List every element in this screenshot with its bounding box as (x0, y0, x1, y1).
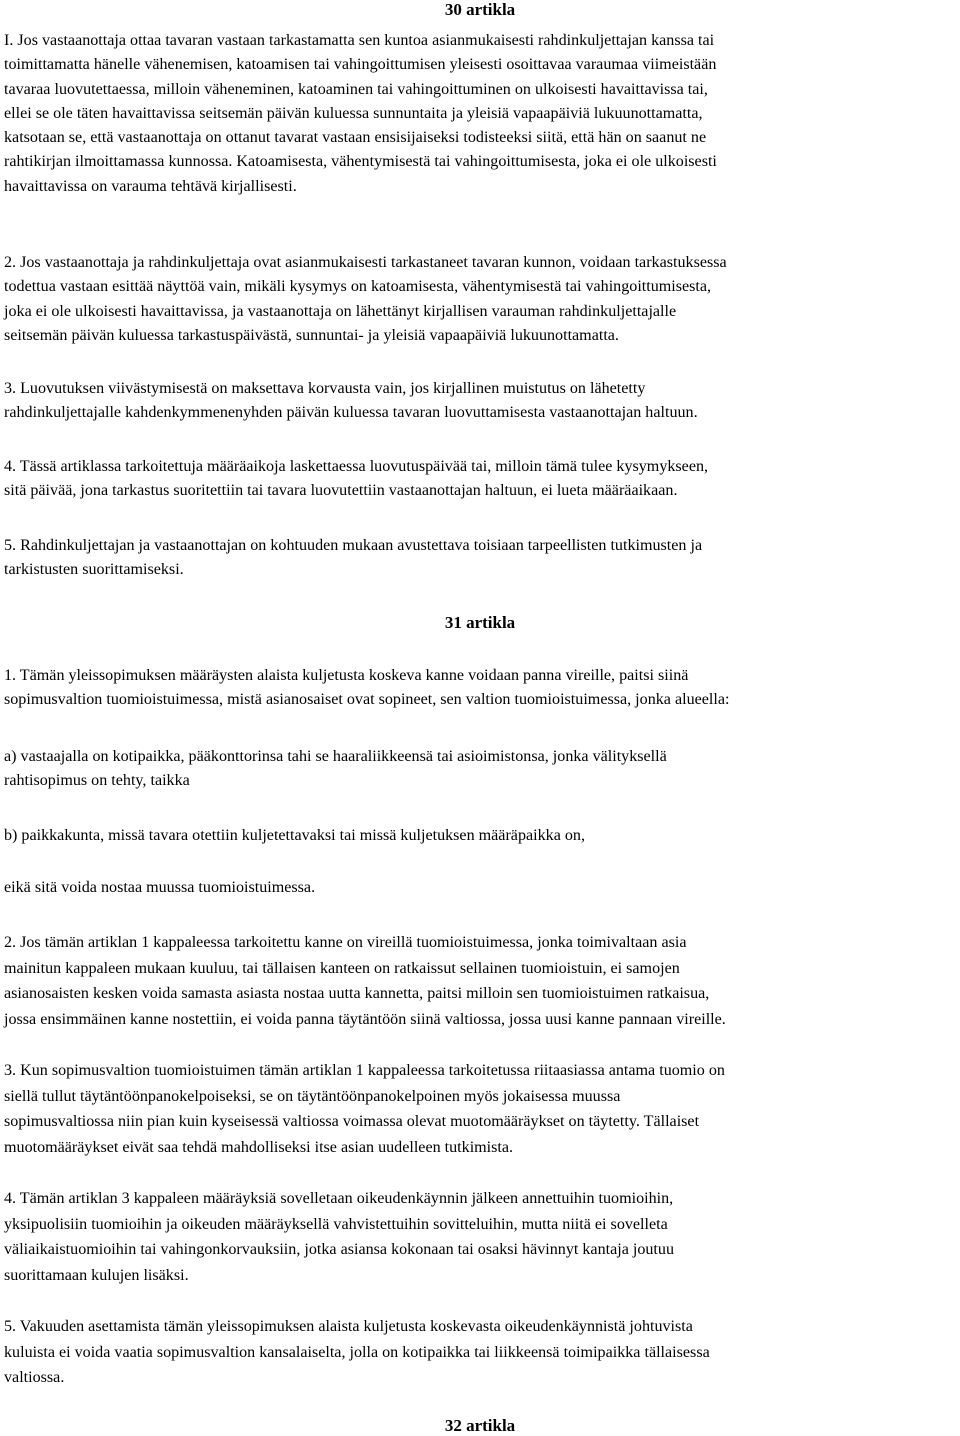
paragraph (4, 377, 956, 426)
paragraph (4, 29, 956, 199)
text-line: katsotaan se, että vastaanottaja on ottanut tavarat vastaan ensisijaiseksi todisteeksi siitä, että hän on saanut ne (4, 129, 707, 147)
text-line: I. Jos vastaanottaja ottaa tavaran vastaan tarkastamatta sen kuntoa asianmukaisesti rahdinkuljettajan kanssa tai (4, 32, 715, 49)
text-line: tavaraa luovutettaessa, milloin väheneminen, katoaminen tai vahingoittuminen on ulkoisesti havaittavissa tai, (4, 80, 708, 98)
article-heading: 30 artikla (444, 0, 516, 19)
text-line: suorittamaan kulujen lisäksi. (4, 1267, 189, 1285)
text-line: seitsemän päivän kuluessa tarkastuspäivästä, sunnuntai- ja yleisiä vapaapäiviä lukuunottamatta. (4, 326, 619, 344)
text-line: toimittamatta hänelle vähenemisen, katoamisen tai vahingoittumisen yleisesti osoittavaa varaumaa viimeistään (4, 56, 717, 74)
paragraph (4, 251, 956, 348)
paragraph (4, 745, 956, 794)
text-line: 4. Tämän artiklan 3 kappaleen määräyksiä sovelletaan oikeudenkäynnin jälkeen annettuihin tuomioihin, (4, 1190, 674, 1207)
text-line: 2. Jos tämän artiklan 1 kappaleessa tarkoitettu kanne on vireillä tuomioistuimessa, jonka toimivaltaan asia (4, 934, 687, 951)
paragraph (4, 1186, 956, 1289)
paragraph (4, 930, 956, 1033)
text-line: b) paikkakunta, missä tavara otettiin kuljetettavaksi tai missä kuljetuksen määräpaikka on, (4, 827, 585, 844)
text-line: 1. Tämän yleissopimuksen määräysten alaista kuljetusta koskeva kanne voidaan panna vireille, paitsi siinä (4, 667, 689, 684)
text-line: joka ei ole ulkoisesti havaittavissa, ja vastaanottaja on lähettänyt kirjallisen varauman rahdinkuljettajalle (4, 302, 677, 320)
text-line: havaittavissa on varauma tehtävä kirjallisesti. (4, 177, 297, 195)
text-line: väliaikaistuomioihin tai vahingonkorvauksiin, jotka asiansa kokonaan tai osaksi hävinnyt kantaja joutuu (4, 1241, 674, 1259)
text-line: 3. Luovutuksen viivästymisestä on maksettava korvausta vain, jos kirjallinen muistutus on lähetetty (4, 380, 646, 397)
text-line: muotomääräykset eivät saa tehdä mahdolliseksi itse asian uudelleen tutkimista. (4, 1139, 514, 1157)
paragraph (4, 1314, 956, 1391)
text-line: todettua vastaan esittää näyttöä vain, mikäli kysymys on katoamisesta, vähentymisestä tai vahingoittumisesta, (4, 278, 712, 296)
paragraph (4, 455, 956, 504)
paragraph (4, 664, 956, 713)
paragraph (4, 534, 956, 583)
text-line: 5. Rahdinkuljettajan ja vastaanottajan on kohtuuden mukaan avustettava toisiaan tarpeellisten tutkimusten ja (4, 537, 703, 554)
article-heading: 31 artikla (444, 613, 516, 632)
text-line: kuluista ei voida vaatia sopimusvaltion kansalaiselta, jolla on kotipaikka tai liikkeensä toimipaikka tällaisessa (4, 1343, 710, 1361)
paragraph (4, 824, 956, 848)
paragraph (4, 876, 956, 900)
text-line: 3. Kun sopimusvaltion tuomioistuimen tämän artiklan 1 kappaleessa tarkoitetussa riitaasiassa antama tuomio on (4, 1062, 725, 1079)
text-line: asianosaisten kesken voida samasta asiasta nostaa uutta kannetta, paitsi milloin sen tuomioistuimen ratkaisua, (4, 985, 710, 1003)
text-line: jossa ensimmäinen kanne nostettiin, ei voida panna täytäntöön siinä valtiossa, jossa uusi kanne pannaan vireille. (4, 1011, 726, 1029)
text-line: eikä sitä voida nostaa muussa tuomioistuimessa. (4, 879, 316, 896)
paragraph (4, 1058, 956, 1161)
text-line: sopimusvaltion tuomioistuimessa, mistä asianosaiset ovat sopineet, sen valtion tuomioistuimessa, jonka alueella: (4, 691, 730, 709)
text-line: 5. Vakuuden asettamista tämän yleissopimuksen alaista kuljetusta koskevasta oikeudenkäynnistä johtuvista (4, 1318, 693, 1335)
text-line: siellä tullut täytäntöönpanokelpoiseksi, se on täytäntöönpanokelpoinen myös jokaisessa muussa (4, 1087, 621, 1105)
text-line: yksipuolisiin tuomioihin ja oikeuden määräyksellä vahvistettuihin sovitteluihin, mutta niitä ei sovelleta (4, 1215, 668, 1233)
text-line: tarkistusten suorittamiseksi. (4, 561, 184, 579)
text-line: valtiossa. (4, 1369, 65, 1387)
text-line: rahtikirjan ilmoittamassa kunnossa. Katoamisesta, vähentymisestä tai vahingoittumisesta, joka ei ole ulkoisesti (4, 153, 717, 171)
text-line: ellei se ole täten havaittavissa seitsemän päivän kuluessa sunnuntaita ja yleisiä vapaapäiviä lukuunottamatta, (4, 104, 703, 122)
text-line: rahdinkuljettajalle kahdenkymmenenyhden päivän kuluessa tavaran luovuttamisesta vastaanottajan haltuun. (4, 404, 698, 422)
text-line: a) vastaajalla on kotipaikka, pääkonttorinsa tahi se haaraliikkeensä tai asioimistonsa, jonka välityksellä (4, 748, 667, 765)
text-line: rahtisopimus on tehty, taikka (4, 772, 190, 790)
text-line: sopimusvaltiossa niin pian kuin kyseisessä valtiossa voimassa olevat muotomääräykset on täytetty. Tällaiset (4, 1113, 700, 1131)
text-line: mainitun kappaleen mukaan kuuluu, tai tällaisen kanteen on ratkaissut sellainen tuomioistuin, ei samojen (4, 959, 680, 977)
article-heading: 32 artikla (444, 1416, 516, 1435)
text-line: 4. Tässä artiklassa tarkoitettuja määräaikoja laskettaessa luovutuspäivää tai, milloin tämä tulee kysymykseen, (4, 458, 709, 475)
text-line: sitä päivää, jona tarkastus suoritettiin tai tavara luovutettiin vastaanottajan haltuun, ei lueta määräaikaan. (4, 482, 678, 500)
text-line: 2. Jos vastaanottaja ja rahdinkuljettaja ovat asianmukaisesti tarkastaneet tavaran kunnon, voidaan tarkastuksessa (4, 254, 727, 271)
